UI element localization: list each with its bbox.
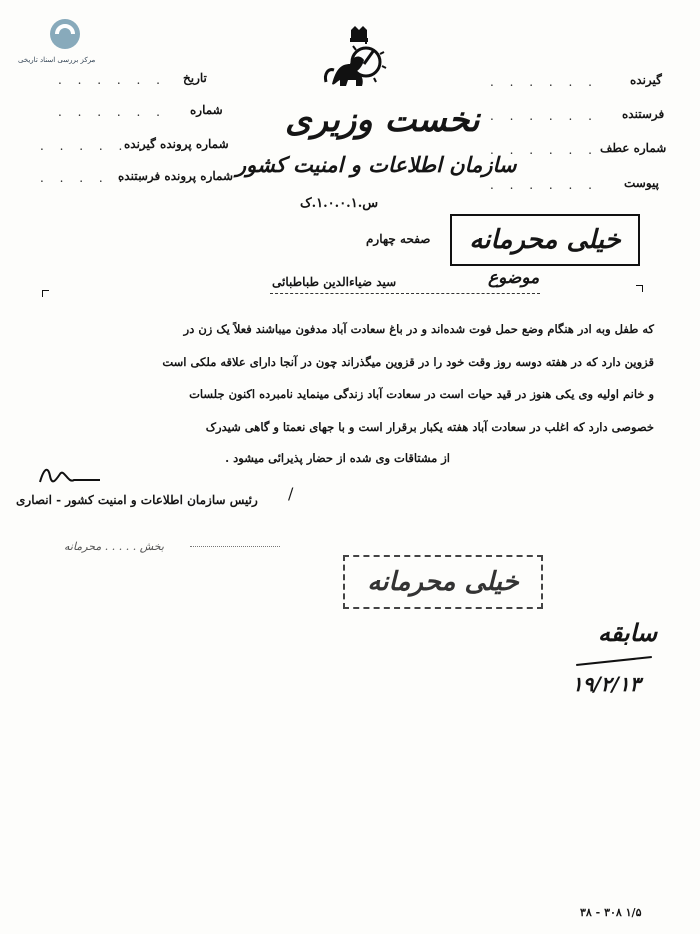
body-line-5: از مشتاقات وی شده از حضار پذیرائی میشود . — [225, 451, 450, 465]
handwritten-underline — [576, 656, 652, 666]
watermark-logo — [18, 14, 95, 64]
subject-value: سید ضیاءالدین طباطبائی — [272, 275, 397, 289]
signature-scribble — [34, 458, 104, 494]
signature-mark: / — [288, 484, 294, 503]
attachment-label: پیوست — [624, 176, 659, 190]
sender-label: فرستنده — [622, 107, 665, 121]
footer-code: ۱/۵ ۳۰۸ - ۳۸ — [580, 906, 642, 919]
body-line-2: قزوین دارد که در هفته دوسه روز وقت خود را در قزوین میگذراند چون در آنجا دارای علاقه ملکی است — [162, 355, 654, 369]
bottom-stamp-text: خیلی محرمانه — [367, 567, 519, 597]
recipient-label: گیرنده — [630, 73, 662, 87]
body-line-4: خصوصی دارد که اغلب در سعادت آباد هفته یکبار برقرار است و با جهای نعمتا و گاهی شیدرک — [205, 420, 654, 434]
body-line-1: که طفل وبه ادر هنگام وضع حمل فوت شده‌اند و در باغ سعادت آباد مدفون میباشند فعلاً یک زن در — [183, 322, 654, 336]
top-confidential-stamp — [450, 214, 640, 266]
bottom-confidential-stamp — [343, 555, 543, 609]
attachment-dots: . . . . . . — [490, 178, 598, 192]
letterhead-reference: س.۱.۰.۰.۱.ک — [300, 196, 379, 211]
number-label: شماره — [190, 103, 223, 117]
sender-dots: . . . . . . — [490, 109, 598, 123]
top-stamp-text: خیلی محرمانه — [469, 225, 621, 255]
sender-file-label: شماره پرونده فرستنده — [118, 169, 234, 183]
page-label: صفحه چهارم — [366, 232, 431, 246]
reference-dots: . . . . . . — [490, 143, 598, 157]
date-label: تاریخ — [183, 71, 207, 85]
letterhead-organization: سازمان اطلاعات و امنیت کشور — [236, 152, 517, 177]
handwritten-date: ۱۹/۲/۱۳ — [572, 672, 641, 696]
subject-underline — [270, 293, 540, 294]
sender-file-dots: . . . . . . — [40, 171, 148, 185]
logo-text: مرکز بررسی اسناد تاریخی — [18, 56, 96, 64]
subject-label: موضوع — [488, 268, 540, 288]
number-dots: . . . . . . — [58, 105, 166, 119]
receiver-file-dots: . . . . . . — [40, 139, 148, 153]
handwritten-note: سابقه — [598, 618, 658, 647]
receiver-file-label: شماره پرونده گیرنده — [124, 137, 229, 151]
letterhead-title: نخست وزیری — [285, 100, 480, 140]
reference-number-label: شماره عطف — [600, 141, 667, 155]
faint-note: بخش . . . . . محرمانه — [64, 540, 164, 553]
archive-logo-icon — [35, 14, 95, 54]
recipient-dots: . . . . . . — [490, 75, 598, 89]
faint-scribble — [190, 546, 280, 547]
date-dots: . . . . . . — [58, 73, 166, 87]
signature-title: رئیس سازمان اطلاعات و امنیت کشور - انصاری — [16, 493, 258, 507]
body-line-3: و خانم اولیه وی یکی هنوز در قید حیات است در سعادت آباد زندگی مینماید نامبرده اکنون جلسات — [189, 387, 654, 401]
lion-and-sun-emblem-icon — [322, 24, 396, 98]
corner-mark-left — [42, 290, 49, 297]
corner-mark-right — [636, 285, 643, 292]
